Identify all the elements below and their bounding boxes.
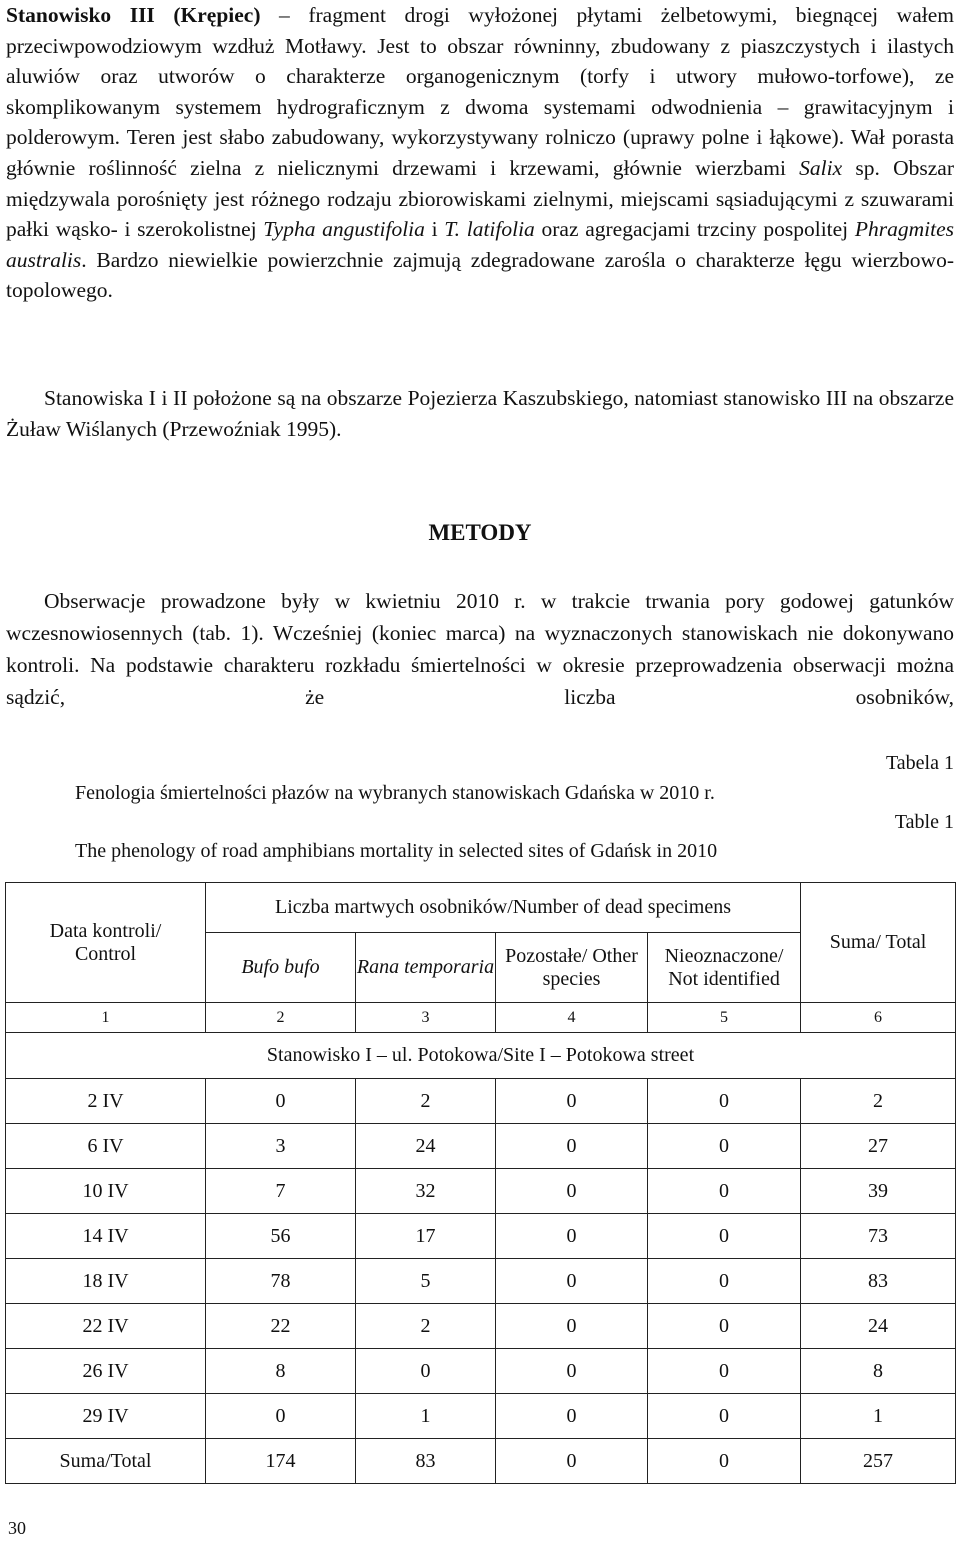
header-total: Suma/ Total xyxy=(801,883,956,1003)
table-cell: 0 xyxy=(648,1349,801,1394)
table-cell: 0 xyxy=(648,1394,801,1439)
row-date: 18 IV xyxy=(6,1259,206,1304)
table-row xyxy=(6,1259,956,1304)
header-rana-temporaria: Rana temporaria xyxy=(356,933,496,1003)
table-cell: 8 xyxy=(206,1349,356,1394)
table-label-en: Table 1 xyxy=(894,811,954,833)
page-number: 30 xyxy=(8,1518,26,1538)
table-cell: 0 xyxy=(496,1124,648,1169)
table-cell: 2 xyxy=(356,1079,496,1124)
table-cell: 0 xyxy=(496,1439,648,1484)
column-number-row xyxy=(6,1003,956,1033)
row-date: 26 IV xyxy=(6,1349,206,1394)
table-cell: 56 xyxy=(206,1214,356,1259)
column-number: 4 xyxy=(496,1003,648,1033)
table-row xyxy=(6,1439,956,1484)
paragraph-methods: Obserwacje prowadzone były w kwietniu 2010 r. w trakcie trwania pory godowej gatunków wczesnowiosennych (tab. 1). Wcześniej (koniec marca) na wyznaczonych stanowiskach nie dokonywano kontroli. Na podstawie charakteru rozkładu śmiertelności w okresie przeprowadzenia obserwacji można sądzić, że liczba osobników, xyxy=(6,589,954,709)
section-heading-methods: METODY xyxy=(428,520,532,545)
table-cell: 0 xyxy=(496,1394,648,1439)
paragraph-sites-summary: Stanowiska I i II położone są na obszarze Pojezierza Kaszubskiego, natomiast stanowisko III na obszarze Żuław Wiślanych (Przewoźniak 1995). xyxy=(6,386,954,441)
table-cell: 0 xyxy=(496,1079,648,1124)
table-row xyxy=(6,1214,956,1259)
table-cell: 0 xyxy=(648,1169,801,1214)
table-cell: 0 xyxy=(496,1304,648,1349)
table-cell: 2 xyxy=(801,1079,956,1124)
row-date: 6 IV xyxy=(6,1124,206,1169)
table-cell: 0 xyxy=(648,1304,801,1349)
latin-name: Salix xyxy=(799,155,843,180)
table-cell: 39 xyxy=(801,1169,956,1214)
table-row xyxy=(6,1124,956,1169)
table-cell: 0 xyxy=(356,1349,496,1394)
table-cell: 0 xyxy=(206,1394,356,1439)
table-cell: 1 xyxy=(801,1394,956,1439)
row-date: 22 IV xyxy=(6,1304,206,1349)
table-cell: 257 xyxy=(801,1439,956,1484)
table-cell: 0 xyxy=(648,1214,801,1259)
mortality-table xyxy=(5,882,956,1484)
table-cell: 7 xyxy=(206,1169,356,1214)
table-row xyxy=(6,1394,956,1439)
row-date: 14 IV xyxy=(6,1214,206,1259)
table-cell: 73 xyxy=(801,1214,956,1259)
table-cell: 24 xyxy=(801,1304,956,1349)
table-cell: 0 xyxy=(496,1214,648,1259)
header-other-species: Pozostałe/ Other species xyxy=(496,933,648,1003)
header-dead-specimens: Liczba martwych osobników/Number of dead specimens xyxy=(206,883,801,933)
table-label-pl: Tabela 1 xyxy=(885,752,954,774)
table-cell: 0 xyxy=(648,1079,801,1124)
table-cell: 1 xyxy=(356,1394,496,1439)
row-date: 10 IV xyxy=(6,1169,206,1214)
text-segment: sp. Obszar międzywala porośnięty jest różnego rodzaju zbiorowiskami zielnymi, miejscami sąsiadującymi z szuwarami pałki wąsko- i szerokolistnej xyxy=(6,155,954,242)
table-cell: 0 xyxy=(648,1124,801,1169)
latin-name: Typha angustifolia xyxy=(263,217,425,242)
paragraph-site-3 xyxy=(6,0,954,306)
header-date: Data kontroli/ Control xyxy=(6,883,206,1003)
table-cell: 83 xyxy=(356,1439,496,1484)
table-row xyxy=(6,1304,956,1349)
table-cell: 78 xyxy=(206,1259,356,1304)
row-date: 2 IV xyxy=(6,1079,206,1124)
header-bufo-bufo: Bufo bufo xyxy=(206,933,356,1003)
text-segment: – fragment drogi wyłożonej płytami żelbetowymi, biegnącej wałem przeciwpowodziowym wzdłuż Motławy. Jest to obszar równinny, zbudowany z piaszczystych i ilastych aluwiów oraz utworów o charakterze organogenicznym (torfy i utwory mułowo-torfowe), ze skomplikowanym systemem hydrograficznym z dwoma systemami odwodnienia – grawitacyjnym i polderowym. Teren jest słabo zabudowany, wykorzystywany rolniczo (uprawy polne i łąkowe). Wał porasta głównie roślinność zielna z nielicznymi drzewami i krzewami, głównie wierzbami xyxy=(6,3,954,180)
table-cell: 0 xyxy=(496,1349,648,1394)
table-cell: 8 xyxy=(801,1349,956,1394)
text-segment: . Bardzo niewielkie powierzchnie zajmują zdegradowane zarośla o charakterze łęgu wierzbowo-topolowego. xyxy=(6,247,954,303)
table-cell: 0 xyxy=(648,1259,801,1304)
header-not-identified: Nieoznaczone/ Not identified xyxy=(648,933,801,1003)
table-caption-pl: Fenologia śmiertelności płazów na wybranych stanowiskach Gdańska w 2010 r. xyxy=(75,782,715,804)
table-cell: 83 xyxy=(801,1259,956,1304)
row-date: Suma/Total xyxy=(6,1439,206,1484)
table-row xyxy=(6,1079,956,1124)
table-cell: 5 xyxy=(356,1259,496,1304)
table-cell: 0 xyxy=(496,1169,648,1214)
text-segment: i xyxy=(424,217,445,242)
latin-name: Phragmites australis xyxy=(6,217,954,272)
row-date: 29 IV xyxy=(6,1394,206,1439)
table-cell: 2 xyxy=(356,1304,496,1349)
site-3-label: Stanowisko III (Krępiec) xyxy=(6,3,261,27)
table-cell: 17 xyxy=(356,1214,496,1259)
latin-name: T. latifolia xyxy=(444,217,535,242)
table-row xyxy=(6,1169,956,1214)
table-caption-en: The phenology of road amphibians mortality in selected sites of Gdańsk in 2010 xyxy=(75,840,718,862)
table-row xyxy=(6,1349,956,1394)
site-label-row: Stanowisko I – ul. Potokowa/Site I – Potokowa street xyxy=(6,1033,956,1079)
table-cell: 3 xyxy=(206,1124,356,1169)
table-cell: 0 xyxy=(496,1259,648,1304)
table-cell: 174 xyxy=(206,1439,356,1484)
table-cell: 0 xyxy=(648,1439,801,1484)
column-number: 2 xyxy=(206,1003,356,1033)
table-cell: 0 xyxy=(206,1079,356,1124)
table-cell: 32 xyxy=(356,1169,496,1214)
table-cell: 22 xyxy=(206,1304,356,1349)
table-cell: 27 xyxy=(801,1124,956,1169)
column-number: 3 xyxy=(356,1003,496,1033)
column-number: 6 xyxy=(801,1003,956,1033)
text-segment: oraz agregacjami trzciny pospolitej xyxy=(534,217,855,242)
table-cell: 24 xyxy=(356,1124,496,1169)
column-number: 5 xyxy=(648,1003,801,1033)
column-number: 1 xyxy=(6,1003,206,1033)
